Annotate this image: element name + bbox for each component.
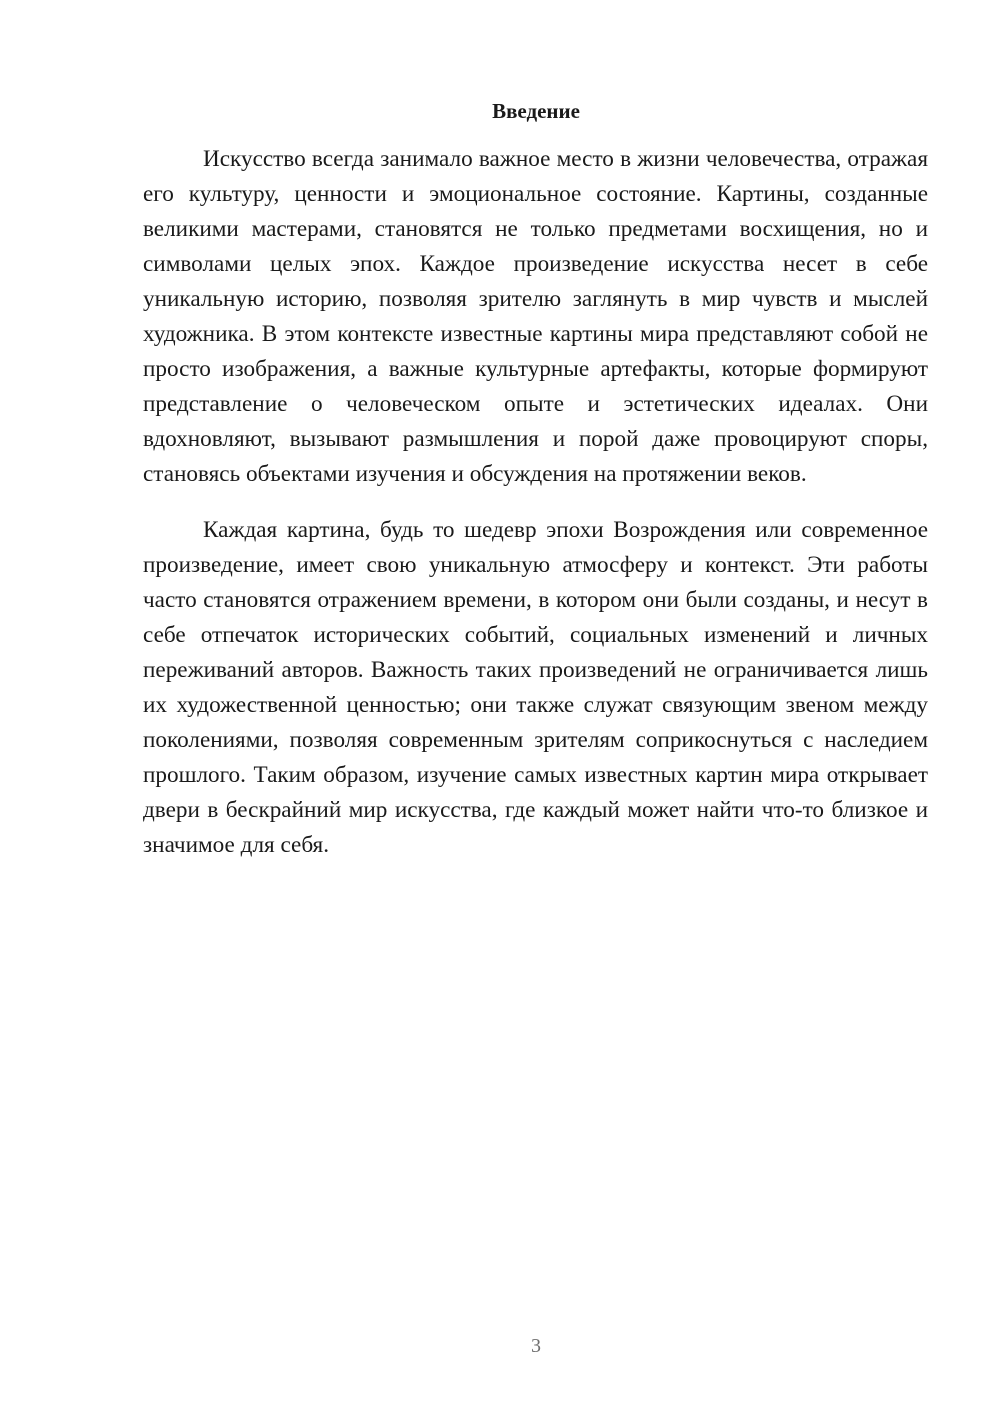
page-number: 3 bbox=[531, 1335, 541, 1357]
body-text bbox=[143, 142, 928, 863]
paragraph-2: Каждая картина, будь то шедевр эпохи Возрождения или современное произведение, имеет свою уникальную атмосферу и контекст. Эти работы часто становятся отражением времени, в котором они были созданы, и несут в себе отпечаток исторических событий, социальных изменений и личных переживаний авторов. Важность таких произведений не ограничивается лишь их художественной ценностью; они также служат связующим звеном между поколениями, позволяя современным зрителям соприкоснуться с наследием прошлого. Таким образом, изучение самых известных картин мира открывает двери в бескрайний мир искусства, где каждый может найти что-то близкое и значимое для себя. bbox=[143, 517, 928, 858]
paragraph-1: Искусство всегда занимало важное место в жизни человечества, отражая его культуру, ценности и эмоциональное состояние. Картины, созданные великими мастерами, становятся не только предметами восхищения, но и символами целых эпох. Каждое произведение искусства несет в себе уникальную историю, позволяя зрителю заглянуть в мир чувств и мыслей художника. В этом контексте известные картины мира представляют собой не просто изображения, а важные культурные артефакты, которые формируют представление о человеческом опыте и эстетических идеалах. Они вдохновляют, вызывают размышления и порой даже провоцируют споры, становясь объектами изучения и обсуждения на протяжении веков. bbox=[143, 146, 928, 487]
page-title: Введение bbox=[492, 99, 580, 123]
